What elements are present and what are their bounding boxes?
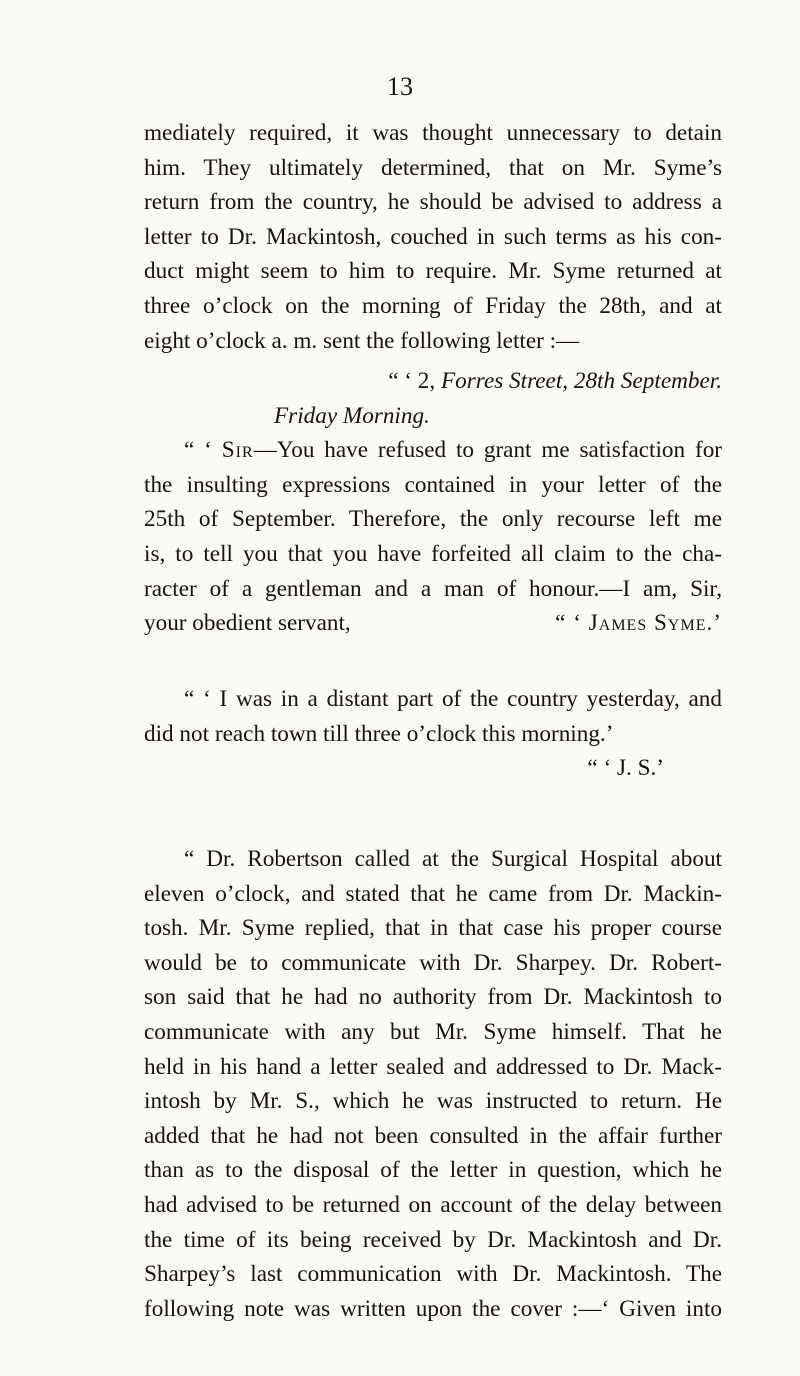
text-line: duct might seem to him to require. Mr. Syme returned at [144, 258, 722, 285]
paragraph-1 [144, 116, 722, 358]
text-line: him. They ultimately determined, that on Mr. Syme’s [144, 154, 722, 181]
postscript-block [144, 682, 722, 786]
text-line: Sharpey’s last communication with Dr. Mackintosh. The [144, 1261, 722, 1288]
text-line: return from the country, he should be advised to address a [144, 189, 722, 216]
postscript-signature: “ ‘ J. S.’ [587, 755, 664, 782]
text-line: eight o’clock a. m. sent the following letter :— [144, 327, 580, 354]
signature: “ ‘ James Syme.’ [555, 610, 722, 637]
page-number: 13 [387, 72, 413, 101]
text-line: communicate with any but Mr. Syme himself. That he [144, 1018, 722, 1045]
text-line: following note was written upon the cover :—‘ Given into [144, 1295, 722, 1322]
text-line: racter of a gentleman and a man of honour.—I am, Sir, [144, 575, 722, 602]
paragraph-3 [144, 842, 722, 1326]
text-line: letter to Dr. Mackintosh, couched in such terms as his con- [144, 223, 722, 250]
text-line: had advised to be returned on account of the delay between [144, 1191, 722, 1218]
text-line: than as to the disposal of the letter in question, which he [144, 1157, 722, 1184]
text-line: did not reach town till three o’clock this morning.’ [144, 720, 614, 747]
text-line: the time of its being received by Dr. Mackintosh and Dr. [144, 1226, 722, 1253]
text-line: tosh. Mr. Syme replied, that in that case his proper course [144, 915, 722, 942]
text-line: mediately required, it was thought unnecessary to detain [144, 120, 722, 146]
letter-closing: your obedient servant, “ ‘ James Syme.’ [144, 606, 722, 641]
text-line: son said that he had no authority from Dr. Mackintosh to [144, 984, 722, 1011]
letter-heading: “ ‘ 2, Forres Street, 28th September. [388, 368, 722, 394]
letter-date-line: Friday Morning. [274, 402, 430, 429]
text-line: the insulting expressions contained in your letter of the [144, 471, 722, 498]
letter-block [144, 364, 722, 641]
text-line: three o’clock on the morning of Friday the 28th, and at [144, 292, 722, 319]
letter-salutation: “ ‘ Sir—You have refused to grant me satisfaction for [184, 437, 723, 464]
text-line: held in his hand a letter sealed and addressed to Dr. Mack- [144, 1053, 722, 1080]
text-line: intosh by Mr. S., which he was instructed to return. He [144, 1088, 722, 1115]
text-line: eleven o’clock, and stated that he came from Dr. Mackin- [144, 880, 722, 907]
text-line: would be to communicate with Dr. Sharpey. Dr. Robert- [144, 949, 722, 976]
text-line: added that he had not been consulted in the affair further [144, 1122, 722, 1149]
text-line: “ ‘ I was in a distant part of the country yesterday, and [184, 686, 722, 712]
text-line: “ Dr. Robertson called at the Surgical Hospital about [184, 846, 722, 872]
text-line: is, to tell you that you have forfeited all claim to the cha- [144, 540, 722, 567]
text-line: 25th of September. Therefore, the only recourse left me [144, 506, 722, 533]
